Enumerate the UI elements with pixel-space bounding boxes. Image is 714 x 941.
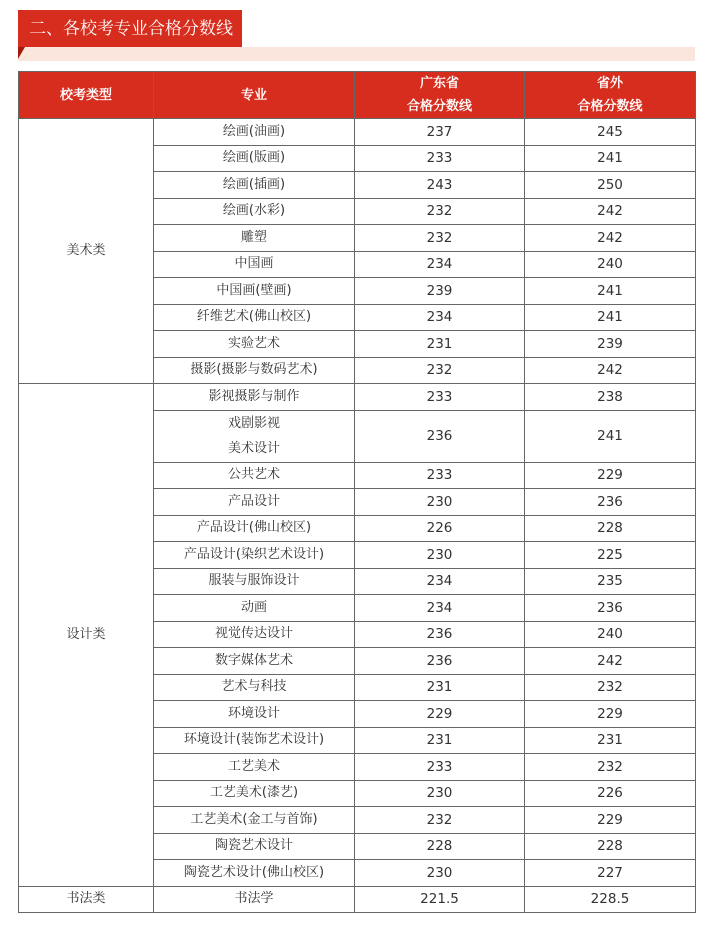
major-cell: 书法学 xyxy=(154,886,355,913)
outside-score-cell: 229 xyxy=(525,462,696,489)
major-cell: 纤维艺术(佛山校区) xyxy=(154,304,355,331)
guangdong-score-cell: 231 xyxy=(355,674,525,701)
category-cell: 设计类 xyxy=(19,384,154,887)
guangdong-score-cell: 234 xyxy=(355,304,525,331)
guangdong-score-cell: 230 xyxy=(355,489,525,516)
outside-score-cell: 241 xyxy=(525,278,696,305)
major-cell: 视觉传达设计 xyxy=(154,621,355,648)
outside-score-cell: 241 xyxy=(525,145,696,172)
major-cell: 绘画(油画) xyxy=(154,119,355,146)
header-major: 专业 xyxy=(154,72,355,119)
header-type: 校考类型 xyxy=(19,72,154,119)
major-cell: 工艺美术 xyxy=(154,754,355,781)
guangdong-score-cell: 236 xyxy=(355,621,525,648)
category-cell: 书法类 xyxy=(19,886,154,913)
outside-score-cell: 235 xyxy=(525,568,696,595)
table-row xyxy=(19,119,696,146)
major-cell: 雕塑 xyxy=(154,225,355,252)
guangdong-score-cell: 234 xyxy=(355,251,525,278)
major-cell: 中国画 xyxy=(154,251,355,278)
major-cell: 影视摄影与制作 xyxy=(154,384,355,411)
major-line2: 美术设计 xyxy=(227,441,280,456)
table-row xyxy=(19,384,696,411)
guangdong-score-cell: 237 xyxy=(355,119,525,146)
major-cell: 产品设计(染织艺术设计) xyxy=(154,542,355,569)
guangdong-score-cell: 233 xyxy=(355,384,525,411)
section-title: 二、各校考专业合格分数线 xyxy=(29,19,233,39)
major-cell: 绘画(版画) xyxy=(154,145,355,172)
guangdong-score-cell: 233 xyxy=(355,754,525,781)
outside-score-cell: 232 xyxy=(525,674,696,701)
guangdong-score-cell: 233 xyxy=(355,462,525,489)
section-header xyxy=(18,10,695,62)
guangdong-score-cell: 221.5 xyxy=(355,886,525,913)
guangdong-score-cell: 236 xyxy=(355,648,525,675)
guangdong-score-cell: 236 xyxy=(355,410,525,462)
outside-score-cell: 238 xyxy=(525,384,696,411)
outside-score-cell: 228 xyxy=(525,833,696,860)
major-cell: 摄影(摄影与数码艺术) xyxy=(154,357,355,384)
header-guangdong xyxy=(355,72,525,119)
table-header-row xyxy=(19,72,696,119)
header-ribbon-tail xyxy=(18,47,25,59)
major-cell: 绘画(水彩) xyxy=(154,198,355,225)
major-cell: 数字媒体艺术 xyxy=(154,648,355,675)
major-cell: 动画 xyxy=(154,595,355,622)
header-band xyxy=(18,47,695,61)
guangdong-score-cell: 228 xyxy=(355,833,525,860)
guangdong-score-cell: 230 xyxy=(355,780,525,807)
major-cell: 服装与服饰设计 xyxy=(154,568,355,595)
guangdong-score-cell: 231 xyxy=(355,727,525,754)
table-body xyxy=(19,119,696,913)
outside-score-cell: 229 xyxy=(525,701,696,728)
header-guangdong-line1: 广东省 xyxy=(419,76,459,91)
major-cell: 工艺美术(漆艺) xyxy=(154,780,355,807)
outside-score-cell: 226 xyxy=(525,780,696,807)
major-cell: 产品设计(佛山校区) xyxy=(154,515,355,542)
header-outside-line1: 省外 xyxy=(596,76,623,91)
category-cell: 美术类 xyxy=(19,119,154,384)
outside-score-cell: 229 xyxy=(525,807,696,834)
guangdong-score-cell: 239 xyxy=(355,278,525,305)
major-cell xyxy=(154,410,355,462)
major-cell: 工艺美术(金工与首饰) xyxy=(154,807,355,834)
header-outside xyxy=(525,72,696,119)
major-cell: 陶瓷艺术设计(佛山校区) xyxy=(154,860,355,887)
guangdong-score-cell: 232 xyxy=(355,225,525,252)
guangdong-score-cell: 226 xyxy=(355,515,525,542)
outside-score-cell: 242 xyxy=(525,357,696,384)
outside-score-cell: 240 xyxy=(525,251,696,278)
guangdong-score-cell: 243 xyxy=(355,172,525,199)
outside-score-cell: 241 xyxy=(525,304,696,331)
outside-score-cell: 228.5 xyxy=(525,886,696,913)
guangdong-score-cell: 231 xyxy=(355,331,525,358)
outside-score-cell: 245 xyxy=(525,119,696,146)
outside-score-cell: 240 xyxy=(525,621,696,648)
section-title-box xyxy=(18,10,242,47)
outside-score-cell: 236 xyxy=(525,489,696,516)
outside-score-cell: 242 xyxy=(525,225,696,252)
outside-score-cell: 225 xyxy=(525,542,696,569)
score-table xyxy=(18,71,696,913)
major-cell: 实验艺术 xyxy=(154,331,355,358)
outside-score-cell: 232 xyxy=(525,754,696,781)
outside-score-cell: 250 xyxy=(525,172,696,199)
outside-score-cell: 241 xyxy=(525,410,696,462)
guangdong-score-cell: 230 xyxy=(355,860,525,887)
major-line1: 戏剧影视 xyxy=(227,416,280,431)
major-cell: 绘画(插画) xyxy=(154,172,355,199)
major-cell: 艺术与科技 xyxy=(154,674,355,701)
outside-score-cell: 231 xyxy=(525,727,696,754)
guangdong-score-cell: 230 xyxy=(355,542,525,569)
major-cell: 产品设计 xyxy=(154,489,355,516)
guangdong-score-cell: 232 xyxy=(355,198,525,225)
header-outside-line2: 合格分数线 xyxy=(577,99,643,114)
guangdong-score-cell: 229 xyxy=(355,701,525,728)
major-cell: 环境设计(装饰艺术设计) xyxy=(154,727,355,754)
outside-score-cell: 236 xyxy=(525,595,696,622)
outside-score-cell: 239 xyxy=(525,331,696,358)
guangdong-score-cell: 234 xyxy=(355,595,525,622)
outside-score-cell: 242 xyxy=(525,648,696,675)
outside-score-cell: 242 xyxy=(525,198,696,225)
guangdong-score-cell: 232 xyxy=(355,807,525,834)
header-guangdong-line2: 合格分数线 xyxy=(406,99,472,114)
guangdong-score-cell: 233 xyxy=(355,145,525,172)
major-cell: 公共艺术 xyxy=(154,462,355,489)
major-cell: 环境设计 xyxy=(154,701,355,728)
guangdong-score-cell: 232 xyxy=(355,357,525,384)
table-row xyxy=(19,886,696,913)
major-cell: 陶瓷艺术设计 xyxy=(154,833,355,860)
guangdong-score-cell: 234 xyxy=(355,568,525,595)
major-cell: 中国画(壁画) xyxy=(154,278,355,305)
outside-score-cell: 228 xyxy=(525,515,696,542)
outside-score-cell: 227 xyxy=(525,860,696,887)
